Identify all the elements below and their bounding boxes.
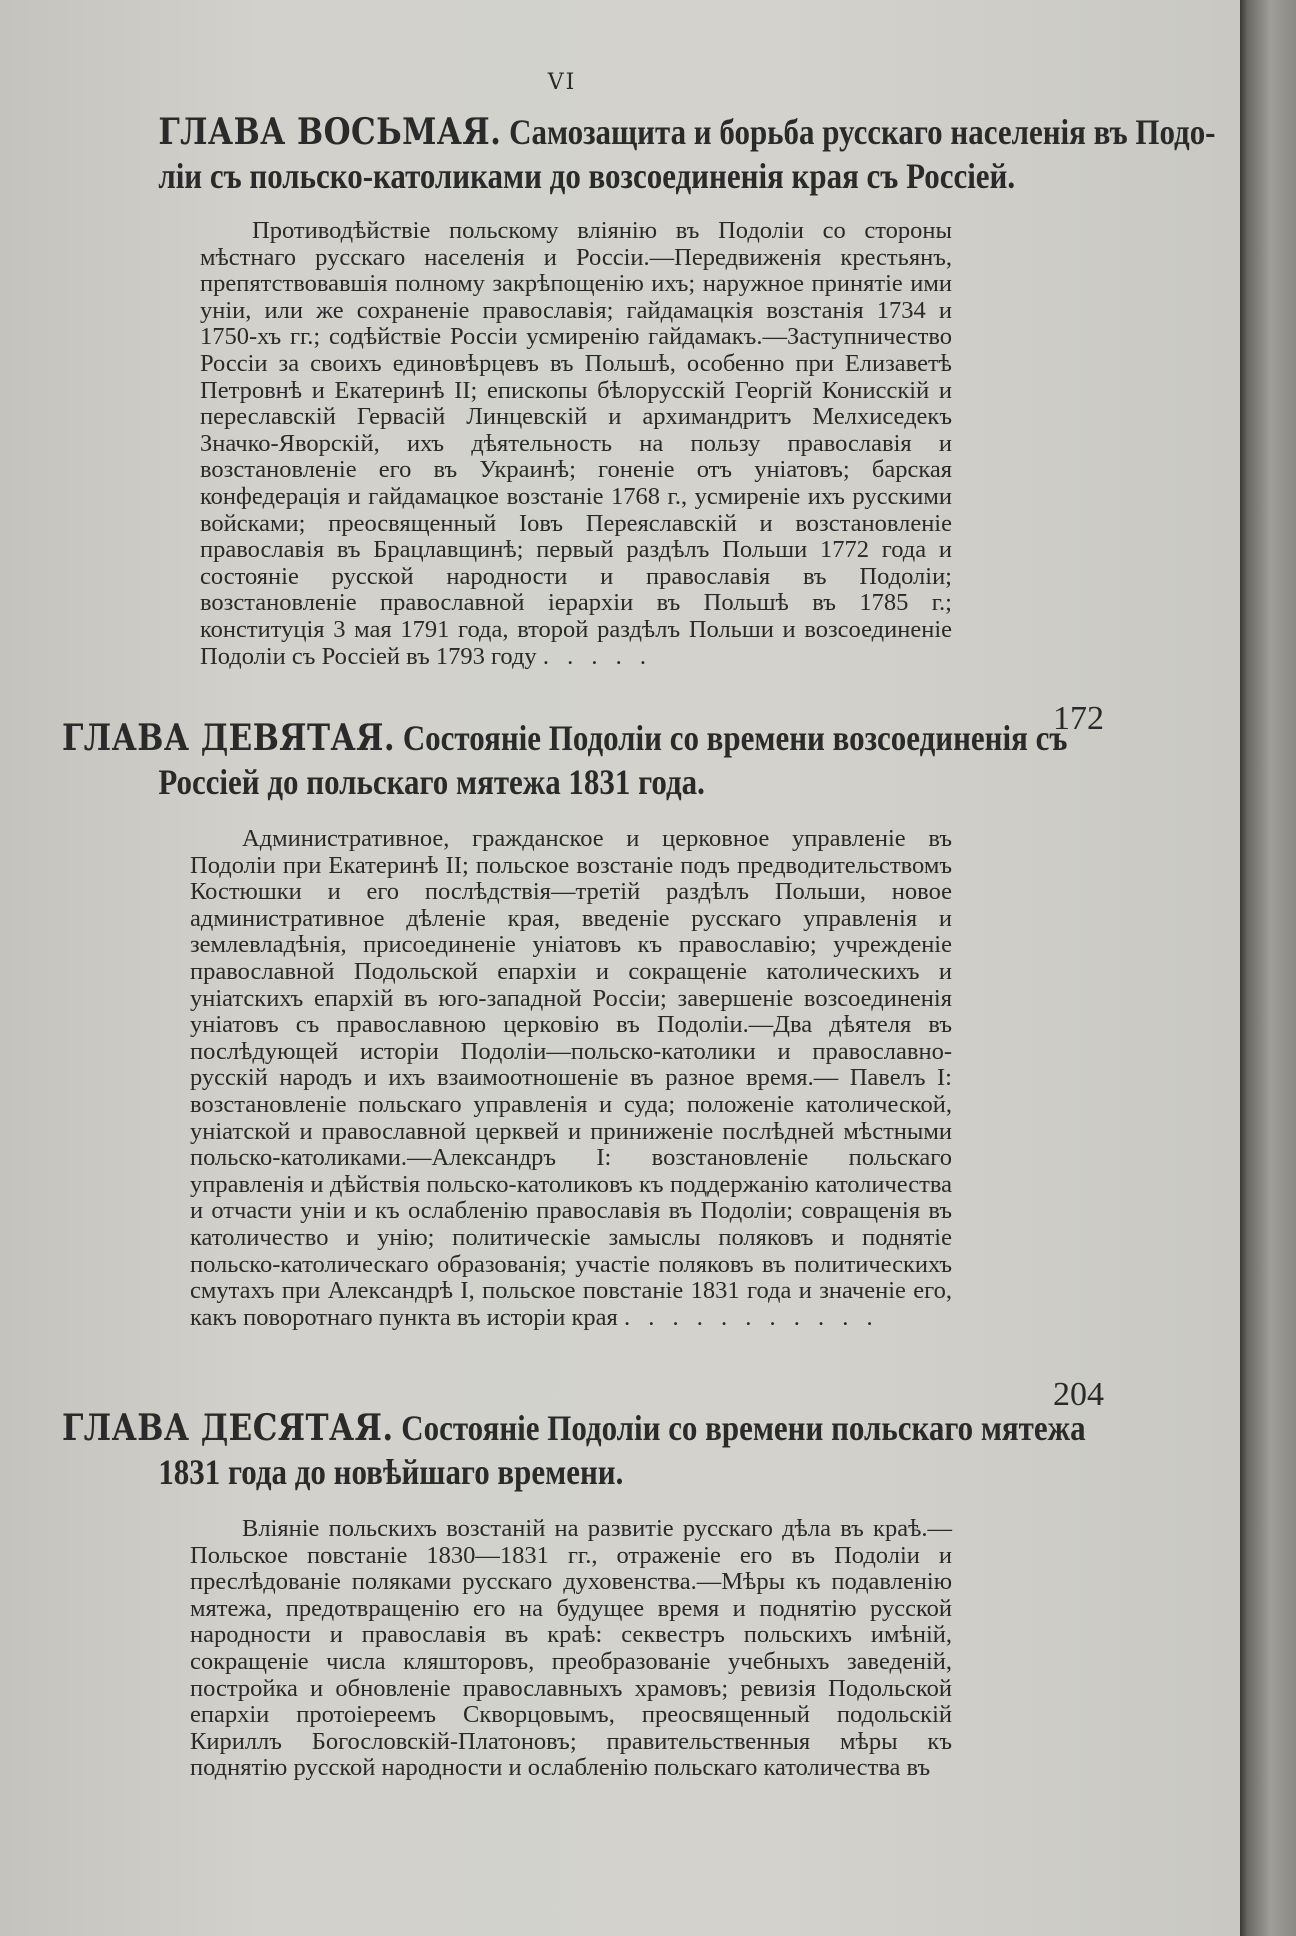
- chapter-ten-summary: Вліяніе польскихъ возстаній на развитіе русскаго дѣла въ краѣ.—Польское повстаніе 1830—1831 гг., отраженіе его въ Подоліи и преслѣдованіе поляками русскаго духовенства.—Мѣры къ подавленію мятежа, предотвращенію его на будущее время и поднятію русской народности и православія въ краѣ: секвестръ польскихъ имѣній, сокращеніе числа кляшторовъ, преобразованіе учебныхъ заведеній, постройка и обновленіе православныхъ храмовъ; ревизія Подольской епархіи протоіереемъ Скворцовымъ, преосвященный подольскій Кириллъ Богословскій-Платоновъ; правительственныя мѣры къ поднятію русской народности и ослабленію польскаго католичества въ: [190, 1515, 952, 1782]
- chapter-ten-title: [62, 1406, 1086, 1494]
- chapter-eight-page-ref: 172: [1053, 700, 1104, 737]
- book-page: [62, 48, 1216, 1908]
- chapter-ten-title-line-2: 1831 года до новѣйшаго времени.: [158, 1452, 624, 1492]
- chapter-eight-title: [62, 110, 1216, 198]
- chapter-ten-title-line-1: [62, 1406, 1086, 1450]
- chapter-eight-title-line-1: [62, 110, 1216, 154]
- chapter-nine-label: ГЛАВА ДЕВЯТАЯ.: [62, 717, 396, 759]
- chapter-ten-label: ГЛАВА ДЕСЯТАЯ.: [62, 1407, 394, 1449]
- chapter-eight-title-text-1: Самозащита и борьба русскаго населенія въ Подо-: [509, 112, 1216, 152]
- chapter-nine-summary: [190, 826, 952, 1331]
- chapter-eight-label: ГЛАВА ВОСЬМАЯ.: [158, 111, 502, 153]
- chapter-eight-summary: [200, 218, 952, 670]
- chapter-eight-title-line-2: ліи съ польско-католиками до возсоединенія края съ Россіей.: [158, 156, 1016, 196]
- page-folio: VI: [547, 70, 577, 95]
- chapter-nine-title: [62, 716, 1068, 804]
- chapter-nine-page-ref: 204: [1053, 1376, 1104, 1413]
- chapter-nine-title-line-1: [62, 716, 1068, 760]
- chapter-nine-title-line-2: Россіей до польскаго мятежа 1831 года.: [158, 762, 705, 802]
- chapter-eight-summary-text: Противодѣйствіе польскому вліянію въ Подоліи со стороны мѣстнаго русскаго населенія и Россіи.—Передвиженія крестьянъ, препятствовавшія полному закрѣпощенію ихъ; наружное принятіе ими уніи, или же сохраненіе православія; гайдамацкія возстанія 1734 и 1750-хъ гг.; содѣйствіе Россіи усмиренію гайдамакъ.—Заступничество Россіи за своихъ единовѣрцевъ въ Польшѣ, особенно при Елизаветѣ Петровнѣ и Екатеринѣ II; епископы бѣлорусскій Георгій Конисскій и переславскій Гервасій Линцевскій и архимандритъ Мелхиседекъ Значко-Яворскій, ихъ дѣятельность на пользу православія и возстановленіе его въ Украинѣ; гоненіе отъ уніатовъ; барская конфедерація и гайдамацкое возстаніе 1768 г., усмиреніе ихъ русскими войсками; преосвященный Іовъ Переяславскій и возстановленіе православія въ Брацлавщинѣ; первый раздѣлъ Польши 1772 года и состояніе русской народности и православія въ Подоліи; возстановленіе православной іерархіи въ Польшѣ въ 1785 г.; конституція 3 мая 1791 года, второй раздѣлъ Польши и возсоединеніе Подоліи съ Россіей въ 1793 году: [200, 217, 952, 670]
- chapter-ten-title-text-1: Состояніе Подоліи со времени польскаго мятежа: [401, 1408, 1086, 1448]
- book-spine: [1240, 0, 1296, 1936]
- chapter-eight: [62, 110, 1216, 737]
- chapter-nine-title-text-1: Состояніе Подоліи со времени возсоединенія съ: [402, 718, 1068, 758]
- chapter-nine-summary-text: Административное, гражданское и церковное управленіе въ Подоліи при Екатеринѣ II; польское возстаніе подъ предводительствомъ Костюшки и его послѣдствія—третій раздѣлъ Польши, новое административное дѣленіе края, введеніе русскаго управленія и землевладѣнія, присоединеніе уніатовъ къ православію; учрежденіе православной Подольской епархіи и сокращеніе католическихъ и уніатскихъ епархій въ юго-западной Россіи; завершеніе возсоединенія уніатовъ съ православною церковію въ Подоліи.—Два дѣятеля въ послѣдующей исторіи Подоліи—польско-католики и православно-русскій народъ и ихъ взаимоотношеніе въ разное время.— Павелъ I: возстановленіе польскаго управленія и суда; положеніе католической, уніатской и православной церквей и приниженіе послѣдней мѣстными польско-католиками.—Александръ I: возстановленіе польскаго управленія и дѣйствія польско-католиковъ къ поддержанію католичества и отчасти уніи и къ ослабленію православія въ Подоліи; совращенія въ католичество и унію; политическіе замыслы поляковъ и поднятіе польско-католическаго образованія; участіе поляковъ въ политическихъ смутахъ при Александрѣ I, польское повстаніе 1831 года и значеніе его, какъ поворотнаго пункта въ исторіи края: [190, 825, 952, 1331]
- chapter-nine-leader: . . . . . . . . . . .: [623, 1303, 879, 1331]
- chapter-nine: [62, 716, 1104, 1413]
- chapter-ten: [62, 1406, 1102, 1782]
- chapter-eight-leader: . . . . .: [542, 642, 652, 670]
